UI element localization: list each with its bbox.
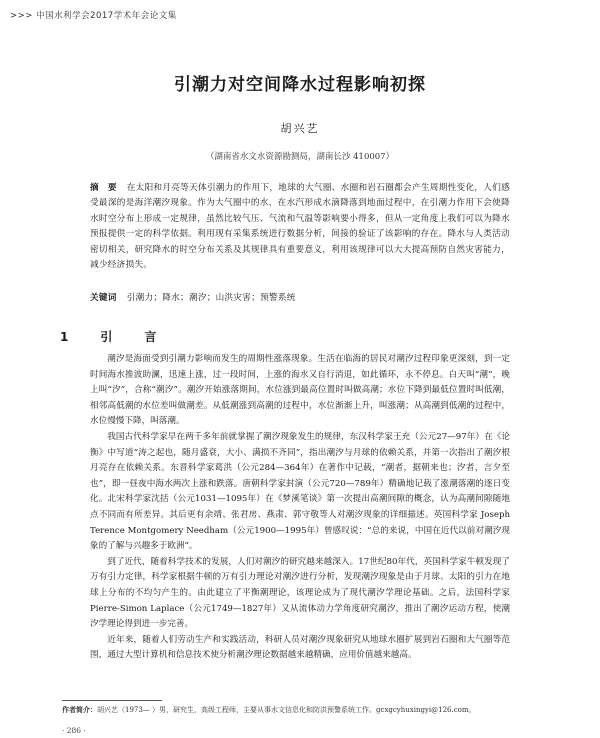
paragraph: 我国古代科学家早在两千多年前就掌握了潮汐现象发生的规律，东汉科学家王充（公元27—97年）在《论衡》中写道“涛之起也，随月盛衰，大小、满损不齐同”，指出潮汐与月球的依赖关系，并第一次指出了潮汐根月亮存在依赖关系。东晋科学家葛洪（公元284—364年）在著作中记载，“潮者，据朝来也；汐者，言夕至也”，即一昼夜中海水两次上涨和跌落。唐朝科学家封演（公元720—789年）精确地记载了涨潮落潮的逐日变化。北宋科学家沈括（公元1031—1095年）在《梦溪笔谈》第一次提出高潮间隙的概念，认为高潮间隙随地点不同而有所差异。其后更有余靖、张君房、燕肃、郭守敬等人对潮汐现象的详细描述。英国科学家 Joseph Terence Montgomery Needham（公元1900—1995年）曾感叹说：“总的来说，中国在近代以前对潮汐现象的了解与兴趣多于欧洲”。 [90,431,510,552]
abstract-text: 在太阳和月亮等天体引潮力的作用下，地球的大气圈、水圈和岩石圈都会产生周期性变化，人们感受最深的是海洋潮汐现象。作为大气圈中的水，在水汽形成水滴降落到地面过程中，在引潮力作用下会使降水时空分布上形成一定规律，虽然比较气压、气流和气温等影响要小得多，但从一定角度上我们可以为降水预报提供一定的科学依据。利用现有采集系统进行数据分析，间接的验证了该影响的存在。降水与人类活动密切相关，研究降水的时空分布关系及其规律具有重要意义，利用该规律可以大大提高预防自然灾害能力，减少经济损失。 [90,183,510,271]
abstract-label: 摘 要 [90,183,117,193]
page-number: · 286 · [62,726,86,735]
keywords-text: 引潮力；降水；潮汐；山洪灾害；预警系统 [126,293,296,303]
keywords [90,291,510,303]
section-heading: 1 引 言 [60,330,167,344]
footnote-divider [62,700,162,701]
footnote [62,705,542,715]
paper-title: 引潮力对空间降水过程影响初探 [174,75,426,95]
paragraph: 到了近代，随着科学技术的发展，人们对潮汐的研究越来越深入。17世纪80年代，英国科学家牛顿发现了万有引力定律，科学家根据牛顿的万有引力理论对潮汐进行分析，发现潮汐现象是由于月球、太阳的引力在地球上分布的不均匀产生的。由此建立了平衡潮理论，该理论成为了现代潮汐学理论基础。之后，法国科学家 Pierre-Simon Laplace（公元1749—1827年）又从流体动力学角度研究潮汐，推出了潮汐运动方程，使潮汐学理论得到进一步完善。 [90,556,510,630]
paragraph: 近年来，随着人们劳动生产和实践活动，科研人员对潮汐现象研究从地球水圈扩展到岩石圈和大气圈等范围，通过大型计算机和信息技术使分析潮汐理论数据越来越精确，应用价值越来越高。 [90,634,510,661]
paragraph: 潮汐是海面受到引潮力影响而发生的周期性涨落现象。生活在临海的居民对潮汐过程印象更深刻，到一定时间海水推波助澜，迅速上涨，过一段时间，上涨的海水又自行消退，如此循环，永不停息。白天叫“潮”，晚上叫“汐”，合称“潮汐”。潮汐开始涨落期间，水位涨到最高位置时叫做高潮；水位下降到最低位置时叫低潮，相邻高低潮的水位差叫做潮差。从低潮涨到高潮的过程中，水位渐渐上升，叫涨潮；从高潮到低潮的过程中，水位慢慢下降，叫落潮。 [90,354,510,427]
footnote-text: 胡兴艺（1973— ）男，研究生，高级工程师，主要从事水文信息化和防洪预警系统工作。gcxgcyhuxingyi@126.com。 [97,706,476,714]
affiliation: （湖南省水文水资源勘测局，湖南长沙 410007） [205,152,395,162]
running-header: >>> 中国水利学会2017学术年会论文集 [10,11,177,21]
author: 胡兴艺 [280,122,320,135]
keywords-label: 关键词 [90,293,117,303]
body-text [90,352,510,664]
footnote-label: 作者简介： [62,706,97,714]
abstract [90,181,510,273]
